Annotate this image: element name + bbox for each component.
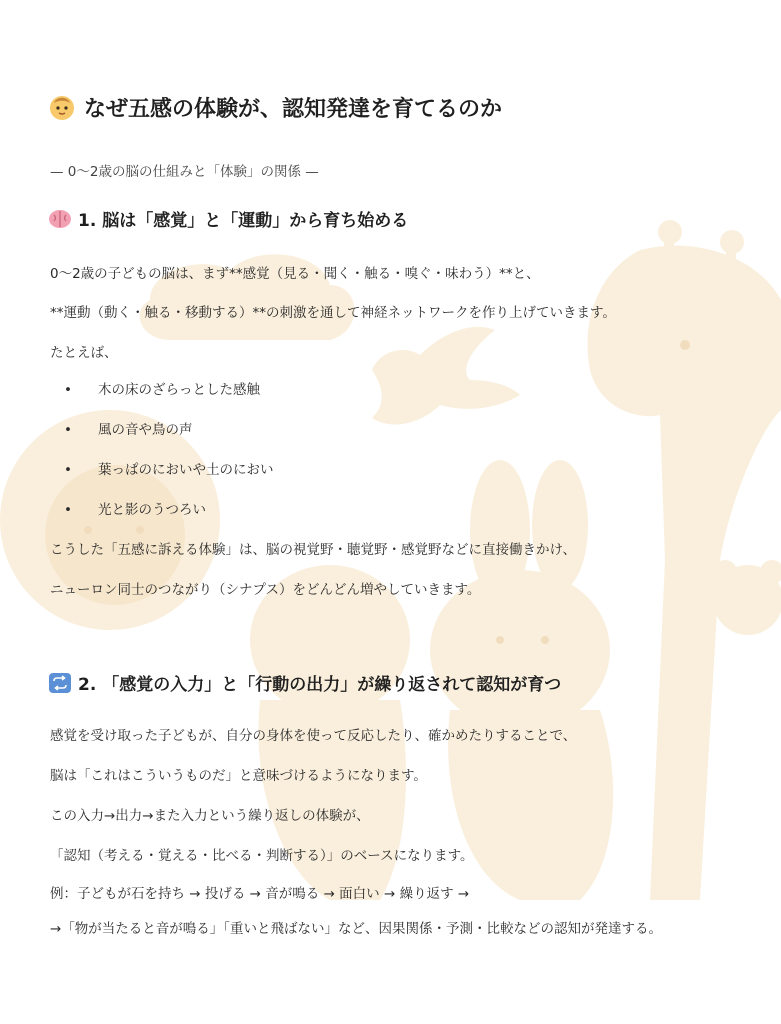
repeat-icon: [48, 672, 72, 694]
section2-heading-text: 2. 「感覚の入力」と「行動の出力」が繰り返されて認知が育つ: [78, 675, 562, 695]
section2-heading: [48, 670, 561, 695]
list-item-text: 葉っぱのにおいや土のにおい: [98, 462, 274, 478]
section1-paragraph: ニューロン同士のつながり（シナプス）をどんどん増やしていきます。: [50, 582, 481, 598]
baby-face-icon: [48, 93, 76, 121]
section1-paragraph: **運動（動く・触る・移動する）**の刺激を通して神経ネットワークを作り上げていきます。: [50, 305, 616, 321]
section1-paragraph: こうした「五感に訴える体験」は、脳の視覚野・聴覚野・感覚野などに直接働きかけ、: [50, 542, 576, 558]
list-item: • 風の音や鳥の声: [64, 422, 193, 438]
page-title: [48, 92, 502, 123]
section2-paragraph: 「認知（考える・覚える・比べる・判断する）」のベースになります。: [50, 848, 474, 864]
list-item-text: 光と影のうつろい: [98, 502, 206, 518]
section1-heading-text: 1. 脳は「感覚」と「運動」から育ち始める: [78, 211, 409, 231]
list-item-text: 木の床のざらっとした感触: [98, 382, 260, 398]
section1-paragraph: たとえば、: [50, 345, 118, 361]
list-item: • 木の床のざらっとした感触: [64, 382, 260, 398]
section1-heading: [48, 206, 408, 231]
section2-paragraph: 感覚を受け取った子どもが、自分の身体を使って反応したり、確かめたりすることで、: [50, 728, 577, 744]
section2-paragraph: 例：子どもが石を持ち → 投げる → 音が鳴る → 面白い → 繰り返す →: [50, 886, 470, 902]
section1-paragraph: 0〜2歳の子どもの脳は、まず**感覚（見る・聞く・触る・嗅ぐ・味わう）**と、: [50, 266, 540, 282]
list-item: • 光と影のうつろい: [64, 502, 206, 518]
brain-icon: [48, 208, 72, 230]
section2-paragraph: この入力→出力→また入力という繰り返しの体験が、: [50, 808, 370, 824]
section2-paragraph: 脳は「これはこういうものだ」と意味づけるようになります。: [50, 768, 427, 784]
list-item: • 葉っぱのにおいや土のにおい: [64, 462, 274, 478]
page-subtitle: — 0〜2歳の脳の仕組みと「体験」の関係 —: [50, 164, 319, 180]
list-item-text: 風の音や鳥の声: [98, 422, 193, 438]
page-title-text: なぜ五感の体験が、認知発達を育てるのか: [84, 97, 503, 122]
section2-paragraph: →「物が当たると音が鳴る」「重いと飛ばない」など、因果関係・予測・比較などの認知が発達する。: [50, 921, 663, 937]
